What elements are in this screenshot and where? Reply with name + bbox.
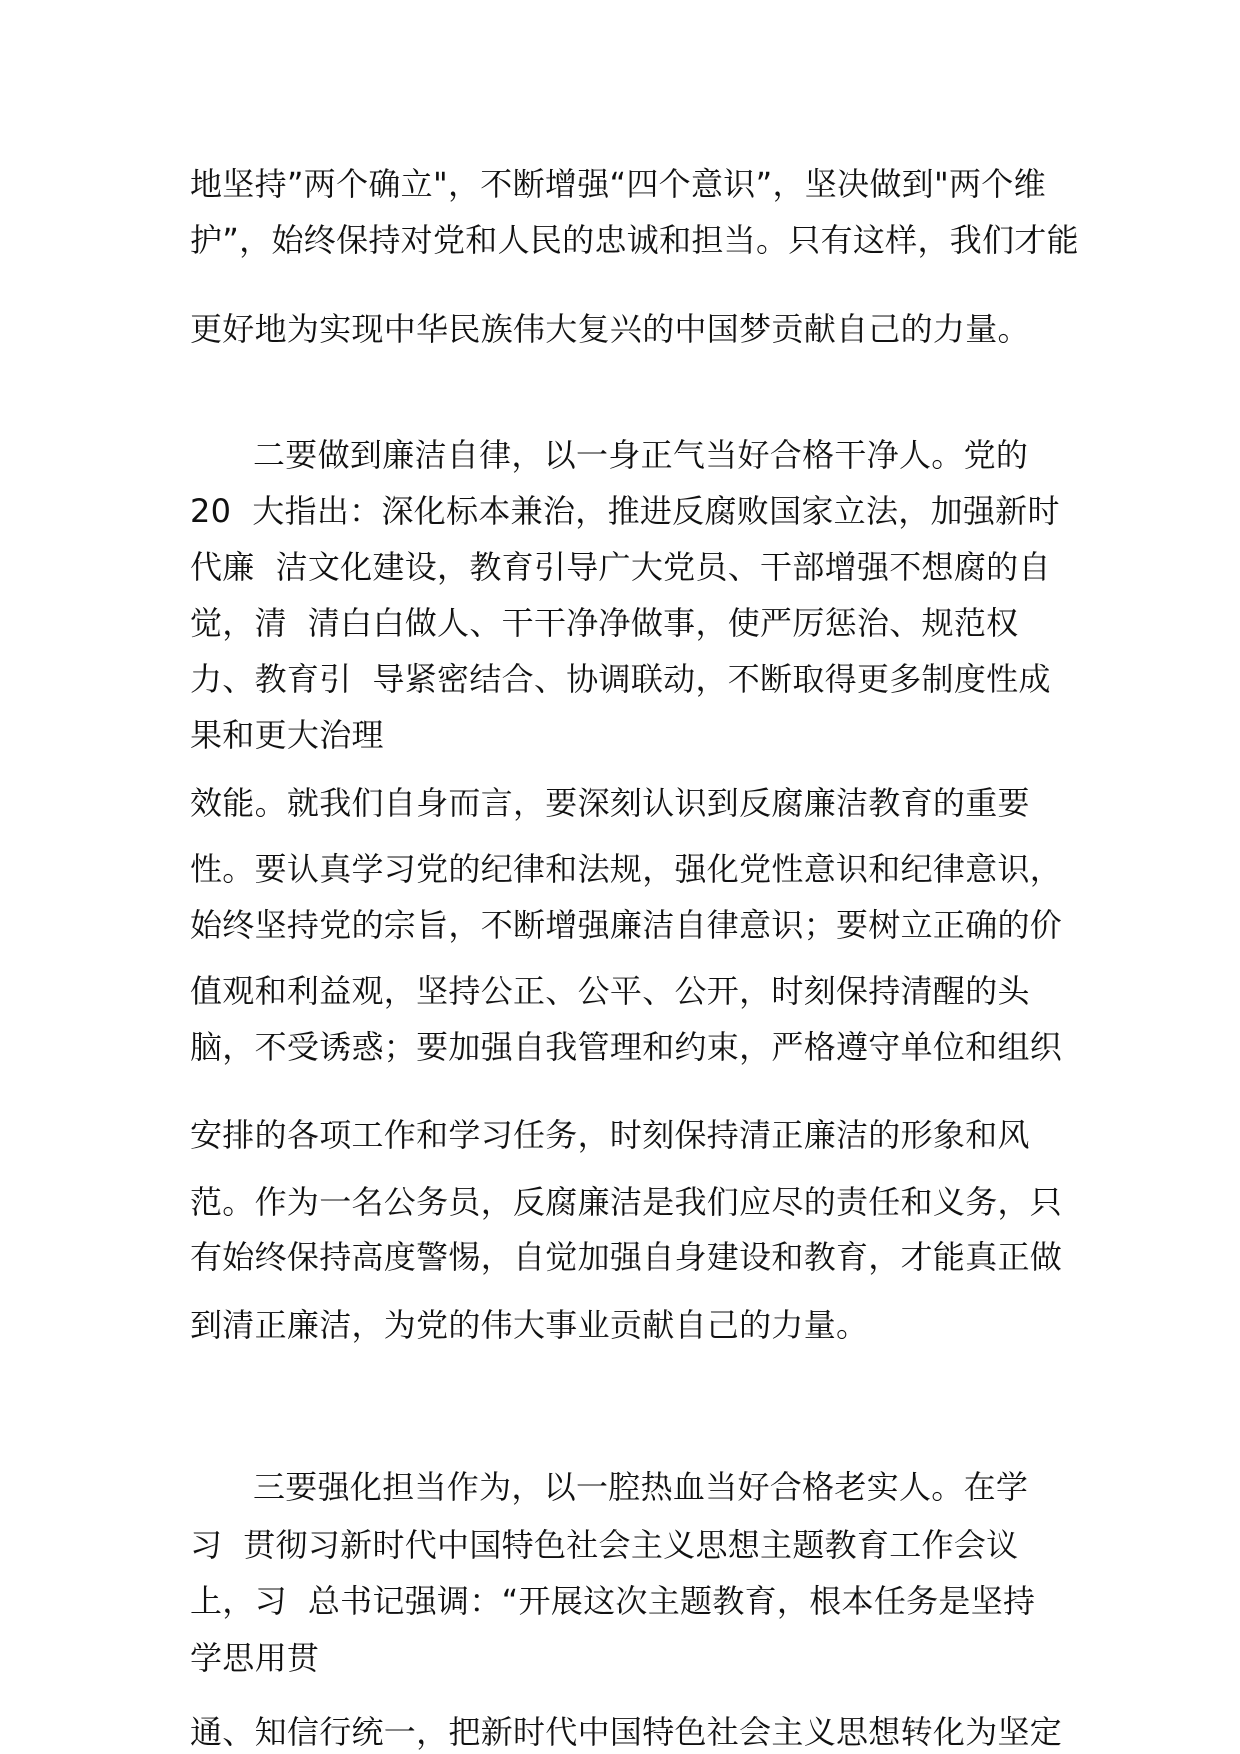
paragraph-line: 力、教育引 导紧密结合、协调联动，不断取得更多制度性成 [190, 660, 1051, 698]
paragraph-line: 到清正廉洁，为党的伟大事业贡献自己的力量。 [190, 1306, 869, 1344]
paragraph-line: 有始终保持高度警惕，自觉加强自身建设和教育，才能真正做 [190, 1238, 1063, 1276]
paragraph-line: 代廉 洁文化建设，教育引导广大党员、干部增强不想腐的自 [190, 548, 1051, 586]
paragraph-line: 效能。就我们自身而言，要深刻认识到反腐廉洁教育的重要 [190, 784, 1030, 822]
paragraph-line: 护”，始终保持对党和人民的忠诚和担当。只有这样，我们才能 [190, 221, 1079, 259]
paragraph-first-line: 二要做到廉洁自律，以一身正气当好合格干净人。党的 [253, 436, 1029, 474]
paragraph-first-line: 三要强化担当作为，以一腔热血当好合格老实人。在学 [253, 1468, 1029, 1506]
paragraph-line: 学思用贯 [190, 1639, 320, 1677]
paragraph-line: 果和更大治理 [190, 716, 384, 754]
paragraph-line: 地坚持”两个确立"，不断增强“四个意识”，坚决做到"两个维 [190, 165, 1046, 203]
paragraph-line: 上，习 总书记强调：“开展这次主题教育，根本任务是坚持 [190, 1582, 1036, 1620]
paragraph-line: 值观和利益观，坚持公正、公平、公开，时刻保持清醒的头 [190, 972, 1030, 1010]
paragraph-line: 20 大指出：深化标本兼治，推进反腐败国家立法，加强新时 [190, 492, 1060, 530]
paragraph-line: 觉，清 清白白做人、干干净净做事，使严厉惩治、规范权 [190, 604, 1019, 642]
paragraph-line: 习 贯彻习新时代中国特色社会主义思想主题教育工作会议 [190, 1526, 1019, 1564]
paragraph-line: 通、知信行统一，把新时代中国特色社会主义思想转化为坚定 [190, 1713, 1063, 1751]
paragraph-line: 安排的各项工作和学习任务，时刻保持清正廉洁的形象和风 [190, 1116, 1030, 1154]
paragraph-line: 脑，不受诱惑；要加强自我管理和约束，严格遵守单位和组织 [190, 1028, 1063, 1066]
paragraph-line: 范。作为一名公务员，反腐廉洁是我们应尽的责任和义务，只 [190, 1183, 1063, 1221]
paragraph-line: 始终坚持党的宗旨，不断增强廉洁自律意识；要树立正确的价 [190, 906, 1063, 944]
paragraph-line: 性。要认真学习党的纪律和法规，强化党性意识和纪律意识， [190, 850, 1063, 888]
paragraph-line: 更好地为实现中华民族伟大复兴的中国梦贡献自己的力量。 [190, 310, 1030, 348]
